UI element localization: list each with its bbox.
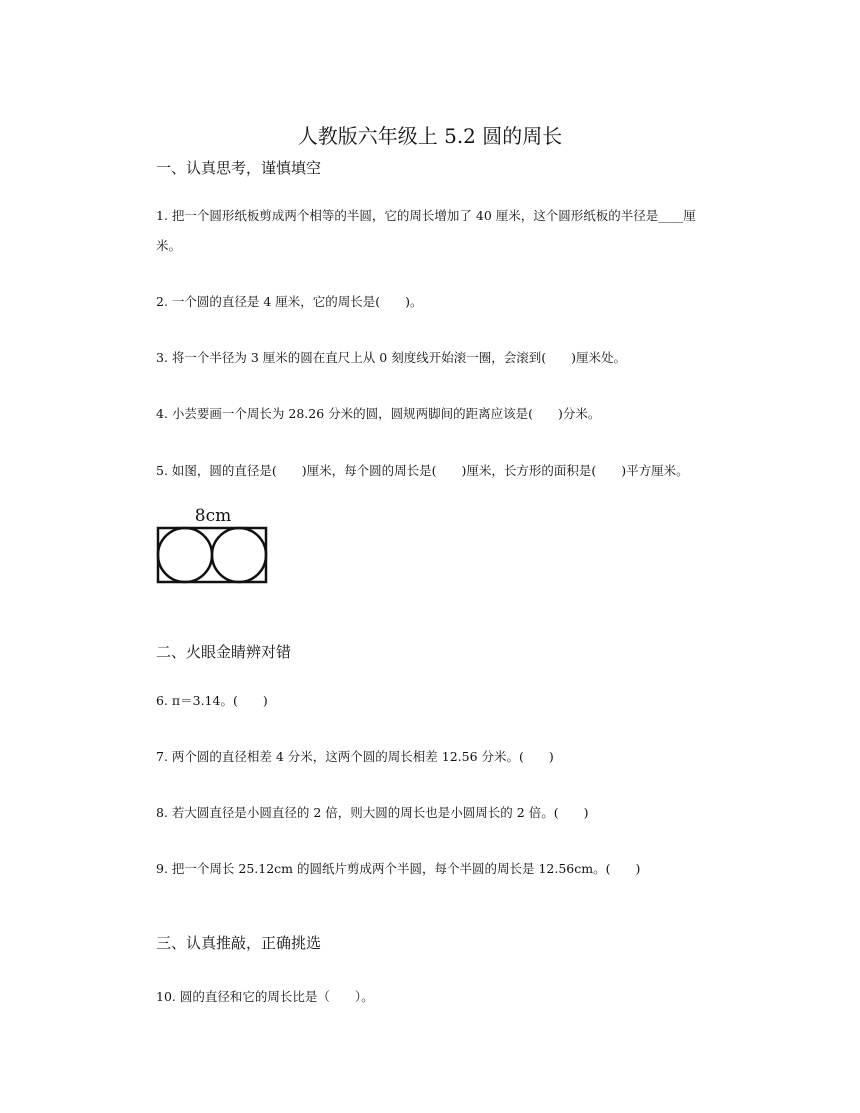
question-6: 6. π＝3.14。( ) — [156, 693, 268, 708]
rectangle-with-circles-diagram — [156, 526, 270, 584]
question-2: 2. 一个圆的直径是 4 厘米，它的周长是( )。 — [156, 294, 423, 309]
question-7: 7. 两个圆的直径相差 4 分米，这两个圆的周长相差 12.56 分米。( ) — [156, 749, 554, 764]
section-heading-true-false: 二、火眼金睛辨对错 — [156, 643, 292, 661]
question-5: 5. 如图，圆的直径是( )厘米，每个圆的周长是( )厘米，长方形的面积是( )平方厘米。 — [156, 463, 689, 478]
section-heading-fill-blank: 一、认真思考，谨慎填空 — [156, 159, 322, 177]
section-heading-multiple-choice: 三、认真推敲，正确挑选 — [156, 934, 322, 952]
question-1: 1. 把一个圆形纸板剪成两个相等的半圆，它的周长增加了 40 厘米，这个圆形纸板的半径是____厘米。 — [156, 208, 696, 253]
right-circle — [212, 528, 266, 582]
question-8: 8. 若大圆直径是小圆直径的 2 倍，则大圆的周长也是小圆周长的 2 倍。( ) — [156, 805, 589, 820]
question-3: 3. 将一个半径为 3 厘米的圆在直尺上从 0 刻度线开始滚一圈，会滚到( )厘米处。 — [156, 350, 626, 365]
left-circle — [158, 528, 212, 582]
question-4: 4. 小芸要画一个周长为 28.26 分米的圆，圆规两脚间的距离应该是( )分米。 — [156, 406, 601, 421]
two-circles-figure — [156, 506, 270, 584]
question-10: 10. 圆的直径和它的周长比是（ ）。 — [156, 989, 374, 1004]
question-9: 9. 把一个周长 25.12cm 的圆纸片剪成两个半圆，每个半圆的周长是 12.56cm。( ) — [156, 861, 641, 876]
page-title: 人教版六年级上 5.2 圆的周长 — [297, 124, 563, 148]
figure-width-label: 8cm — [194, 506, 232, 526]
